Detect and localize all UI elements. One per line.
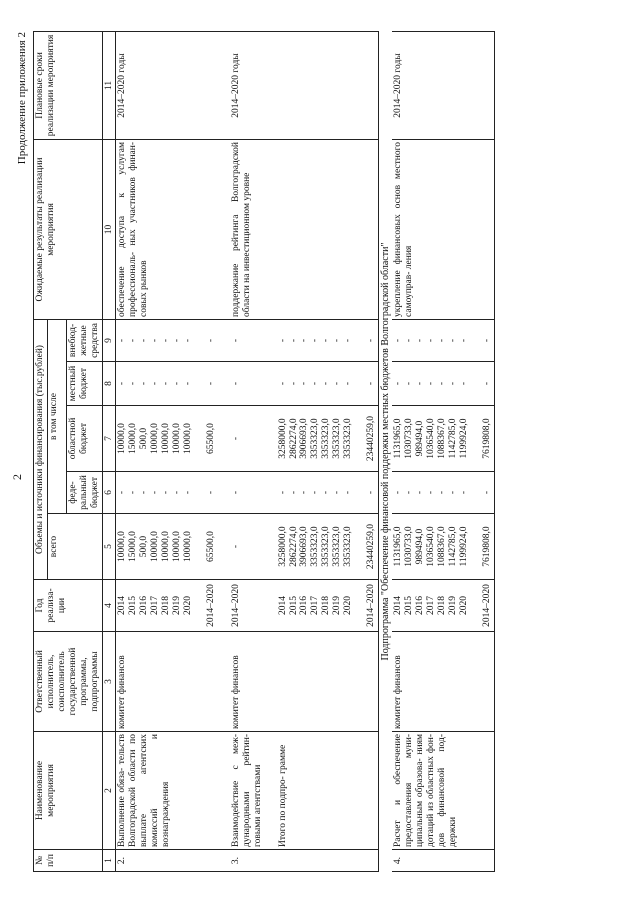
row-number: 3.	[230, 850, 265, 872]
page-number: 2	[10, 474, 24, 480]
subprogram-title: Подпрограмма "Обеспечение финансовой поддержки местных бюджетов Волгоградской области"	[379, 242, 391, 661]
expected-result: поддержание рейтинга Волгоградской области на инвестиционном уровне	[230, 139, 265, 319]
planned-terms	[277, 31, 379, 139]
regional-value: 10000,0	[182, 423, 193, 454]
total-value: 1036540,0	[426, 526, 437, 567]
federal-value: -	[161, 490, 172, 495]
years-value: 2016	[139, 596, 150, 615]
cell-extra	[392, 319, 494, 361]
regional-value: 15000,0	[128, 423, 139, 454]
cell-years	[116, 580, 218, 632]
extra-value: -	[332, 338, 343, 343]
cell-regional	[230, 406, 265, 472]
regional-value: 500,0	[139, 427, 150, 450]
total-value: 65500,0	[205, 531, 216, 562]
extra-value: -	[415, 338, 426, 343]
regional-value: 10000,0	[172, 423, 183, 454]
local-value: -	[332, 381, 343, 386]
planned-terms: 2014–2020 годы	[230, 31, 265, 139]
row-number: 4.	[392, 850, 494, 872]
col-number: 7	[102, 406, 116, 472]
regional-value: 3258000,0	[277, 418, 288, 459]
spacer-cell	[265, 31, 277, 139]
years-value: 2019	[172, 596, 183, 615]
federal-value: -	[299, 490, 310, 495]
spacer-cell	[265, 632, 277, 732]
cell-local	[230, 362, 265, 406]
table-row	[230, 31, 265, 871]
federal-value: -	[310, 490, 321, 495]
header-terms: Плановые сроки реализации мероприятия	[34, 31, 103, 139]
total-value: 7619808,0	[481, 526, 492, 567]
regional-value: 1199924,0	[459, 418, 469, 459]
extra-value: -	[150, 338, 161, 343]
local-value: -	[393, 381, 404, 386]
local-value: -	[299, 381, 310, 386]
total-value: -	[230, 544, 241, 549]
header-total: всего	[47, 514, 102, 580]
total-value: 3353323,0	[332, 526, 343, 567]
federal-value: -	[277, 490, 288, 495]
years-value: 2018	[321, 596, 332, 615]
years-value: 2015	[128, 596, 139, 615]
cell-federal	[277, 472, 379, 514]
total-value: 3353323,0	[310, 526, 321, 567]
planned-terms: 2014–2020 годы	[392, 31, 494, 139]
total-value: 3906693,0	[299, 526, 310, 567]
federal-value: -	[332, 490, 343, 495]
federal-value: -	[393, 490, 404, 495]
cell-regional	[116, 406, 218, 472]
local-value: -	[288, 381, 299, 386]
spacer-cell	[265, 514, 277, 580]
col-number: 10	[102, 139, 116, 319]
extra-value: -	[310, 338, 321, 343]
cell-extra	[230, 319, 265, 361]
spacer-cell	[265, 472, 277, 514]
cell-total	[277, 514, 379, 580]
table-row	[392, 31, 494, 871]
years-value: 2019	[448, 596, 459, 615]
spacer-cell	[265, 850, 277, 872]
measure-name: Взаимодействие с меж- дународными рейтин- говыми агентствами	[230, 732, 265, 850]
continuation-note: Продолжение приложения 2	[16, 32, 28, 165]
spacer-cell	[265, 580, 277, 632]
federal-value: -	[230, 490, 241, 495]
spacer-cell	[218, 580, 230, 632]
spacer-cell	[218, 850, 230, 872]
regional-value: 3353323,0	[321, 418, 332, 459]
federal-value: -	[426, 490, 437, 495]
local-value: -	[161, 381, 172, 386]
extra-value: -	[182, 338, 193, 343]
col-number: 5	[102, 514, 116, 580]
cell-years	[277, 580, 379, 632]
years-value: 2014–2020	[481, 584, 492, 627]
spacer-cell	[265, 139, 277, 319]
regional-value: 3353323,0	[310, 418, 321, 459]
federal-value: -	[448, 490, 459, 495]
header-year: Год реализа- ции	[34, 580, 103, 632]
measure-name: Итого по подпро- грамме	[277, 732, 379, 850]
federal-value: -	[366, 490, 377, 495]
local-value: -	[321, 381, 332, 386]
regional-value: 23440259,0	[366, 415, 377, 462]
table-row	[116, 31, 218, 871]
local-value: -	[230, 381, 241, 386]
total-value: 10000,0	[117, 531, 128, 562]
years-value: 2020	[182, 596, 193, 615]
spacer-cell	[265, 362, 277, 406]
years-value: 2014	[393, 596, 404, 615]
regional-value: 1142785,0	[448, 418, 459, 459]
local-value: -	[310, 381, 321, 386]
federal-value: -	[172, 490, 183, 495]
spacer-cell	[218, 406, 230, 472]
federal-value: -	[117, 490, 128, 495]
years-value: 2014–2020	[205, 584, 216, 627]
federal-value: -	[481, 490, 492, 495]
years-value: 2020	[343, 596, 354, 615]
local-value: -	[172, 381, 183, 386]
extra-value: -	[437, 338, 448, 343]
cell-extra	[277, 319, 379, 361]
federal-value: -	[182, 490, 193, 495]
spacer-cell	[218, 472, 230, 514]
federal-value: -	[288, 490, 299, 495]
federal-value: -	[150, 490, 161, 495]
measure-name: Расчет и обеспечение предоставления муни- ципальным образова- ниям дотаций из областных фон- дов финансовой под- держки	[392, 732, 494, 850]
spacer-cell	[265, 319, 277, 361]
regional-value: 2862274,0	[288, 418, 299, 459]
local-value: -	[366, 381, 377, 386]
expected-result: укрепление финансовых основ местного самоуправ- ления	[392, 139, 494, 319]
header-executor: Ответственный исполнитель, соисполнитель государственной программы, подпрограммы	[34, 632, 103, 732]
local-value: -	[182, 381, 193, 386]
federal-value: -	[404, 490, 415, 495]
col-number: 9	[102, 319, 116, 361]
local-value: -	[277, 381, 288, 386]
col-number: 11	[102, 31, 116, 139]
regional-value: 1088367,0	[437, 418, 448, 459]
local-value: -	[343, 381, 354, 386]
cell-total	[392, 514, 494, 580]
table-row	[277, 31, 379, 871]
years-value: 2014	[277, 596, 288, 615]
extra-value: -	[205, 338, 216, 343]
planned-terms: 2014–2020 годы	[116, 31, 218, 139]
total-value: 3353323,0	[321, 526, 332, 567]
total-value: 23440259,0	[366, 523, 377, 570]
years-value: 2014–2020	[230, 584, 241, 627]
regional-value: 3906693,0	[299, 418, 310, 459]
local-value: -	[448, 381, 459, 386]
row-spacer	[265, 31, 277, 871]
regional-value: 3353323,0	[332, 418, 343, 459]
years-value: 2017	[310, 596, 321, 615]
total-value: 1131965,0	[393, 526, 404, 567]
header-regional: областной бюджет	[66, 406, 102, 472]
total-value: 10000,0	[161, 531, 172, 562]
local-value: -	[205, 381, 216, 386]
cell-total	[230, 514, 265, 580]
regional-value: 65500,0	[205, 423, 216, 454]
local-value: -	[481, 381, 492, 386]
regional-value: 10000,0	[150, 423, 161, 454]
total-value: 10000,0	[172, 531, 183, 562]
header-results: Ожидаемые результаты реализации мероприятия	[34, 139, 103, 319]
cell-local	[392, 362, 494, 406]
expected-result	[277, 139, 379, 319]
extra-value: -	[117, 338, 128, 343]
regional-value: 10000,0	[161, 423, 172, 454]
col-number: 4	[102, 580, 116, 632]
col-number: 2	[102, 732, 116, 850]
local-value: -	[404, 381, 415, 386]
col-number: 8	[102, 362, 116, 406]
header-name: Наименование мероприятия	[34, 732, 103, 850]
regional-value: 10000,0	[117, 423, 128, 454]
header-incl: в том числе	[47, 319, 66, 513]
cell-regional	[277, 406, 379, 472]
years-value: 2017	[426, 596, 437, 615]
extra-value: -	[448, 338, 459, 343]
federal-value: -	[343, 490, 354, 495]
spacer-cell	[218, 319, 230, 361]
total-value: 500,0	[139, 535, 150, 558]
regional-value: 3353323,0	[343, 418, 354, 459]
extra-value: -	[288, 338, 299, 343]
total-value: 1088367,0	[437, 526, 448, 567]
local-value: -	[415, 381, 426, 386]
regional-value: 1131965,0	[393, 418, 404, 459]
executor: комитет финансов	[392, 632, 494, 732]
regional-value: 1036540,0	[426, 418, 437, 459]
cell-years	[230, 580, 265, 632]
total-value: 10000,0	[182, 531, 193, 562]
total-value: 15000,0	[128, 531, 139, 562]
total-value: 1030733,0	[404, 526, 415, 567]
row-number	[277, 850, 379, 872]
col-number: 6	[102, 472, 116, 514]
extra-value: -	[404, 338, 415, 343]
cell-extra	[116, 319, 218, 361]
years-value: 2014	[117, 596, 128, 615]
regional-value: 1030733,0	[404, 418, 415, 459]
cell-local	[116, 362, 218, 406]
local-value: -	[437, 381, 448, 386]
local-value: -	[139, 381, 150, 386]
cell-local	[277, 362, 379, 406]
years-value: 2017	[150, 596, 161, 615]
extra-value: -	[161, 338, 172, 343]
row-spacer	[218, 31, 230, 871]
extra-value: -	[128, 338, 139, 343]
header-federal: феде- ральный бюджет	[66, 472, 102, 514]
spacer-cell	[218, 632, 230, 732]
executor: комитет финансов	[230, 632, 265, 732]
header-extra: внебюд- жетные средства	[66, 319, 102, 361]
header-no: № п/п	[34, 850, 103, 872]
federal-value: -	[459, 490, 469, 495]
cell-federal	[116, 472, 218, 514]
measure-name: Выполнение обяза- тельств Волгоградской области по выплате агентских комиссий и вознаграждения	[116, 732, 218, 850]
total-value: 3353323,0	[343, 526, 354, 567]
total-value: 1199924,0	[459, 526, 469, 567]
col-number: 1	[102, 850, 116, 872]
local-value: -	[459, 381, 469, 386]
local-value: -	[117, 381, 128, 386]
extra-value: -	[393, 338, 404, 343]
federal-value: -	[415, 490, 426, 495]
years-value: 2014–2020	[366, 584, 377, 627]
years-value: 2019	[332, 596, 343, 615]
extra-value: -	[481, 338, 492, 343]
cell-federal	[392, 472, 494, 514]
total-value: 2862274,0	[288, 526, 299, 567]
federal-value: -	[205, 490, 216, 495]
spacer-cell	[265, 732, 277, 850]
spacer-cell	[218, 362, 230, 406]
years-value: 2018	[437, 596, 448, 615]
extra-value: -	[321, 338, 332, 343]
extra-value: -	[277, 338, 288, 343]
extra-value: -	[459, 338, 469, 343]
regional-value: 989494,0	[415, 420, 426, 457]
local-value: -	[128, 381, 139, 386]
executor: комитет финансов	[116, 632, 218, 732]
federal-value: -	[437, 490, 448, 495]
program-table	[33, 31, 495, 872]
executor	[277, 632, 379, 732]
cell-total	[116, 514, 218, 580]
cell-regional	[392, 406, 494, 472]
total-value: 10000,0	[150, 531, 161, 562]
header-local: местный бюджет	[66, 362, 102, 406]
federal-value: -	[321, 490, 332, 495]
spacer-cell	[218, 732, 230, 850]
spacer-cell	[218, 139, 230, 319]
extra-value: -	[172, 338, 183, 343]
extra-value: -	[426, 338, 437, 343]
years-value: 2015	[288, 596, 299, 615]
federal-value: -	[128, 490, 139, 495]
years-value: 2020	[459, 596, 469, 615]
spacer-cell	[218, 31, 230, 139]
years-value: 2018	[161, 596, 172, 615]
years-value: 2015	[404, 596, 415, 615]
header-volumes: Объемы и источники финансирования (тыс.рублей)	[34, 319, 48, 579]
years-value: 2016	[415, 596, 426, 615]
local-value: -	[150, 381, 161, 386]
extra-value: -	[139, 338, 150, 343]
expected-result: обеспечение доступа к услугам профессиональ- ных участников финан- совых рынков	[116, 139, 218, 319]
col-number: 3	[102, 632, 116, 732]
extra-value: -	[230, 338, 241, 343]
total-value: 1142785,0	[448, 526, 459, 567]
regional-value: -	[230, 436, 241, 441]
total-value: 3258000,0	[277, 526, 288, 567]
spacer-cell	[265, 406, 277, 472]
regional-value: 7619808,0	[481, 418, 492, 459]
extra-value: -	[299, 338, 310, 343]
total-value: 989494,0	[415, 528, 426, 565]
cell-years	[392, 580, 494, 632]
cell-federal	[230, 472, 265, 514]
federal-value: -	[139, 490, 150, 495]
extra-value: -	[366, 338, 377, 343]
local-value: -	[426, 381, 437, 386]
row-number: 2.	[116, 850, 218, 872]
years-value: 2016	[299, 596, 310, 615]
spacer-cell	[218, 514, 230, 580]
extra-value: -	[343, 338, 354, 343]
